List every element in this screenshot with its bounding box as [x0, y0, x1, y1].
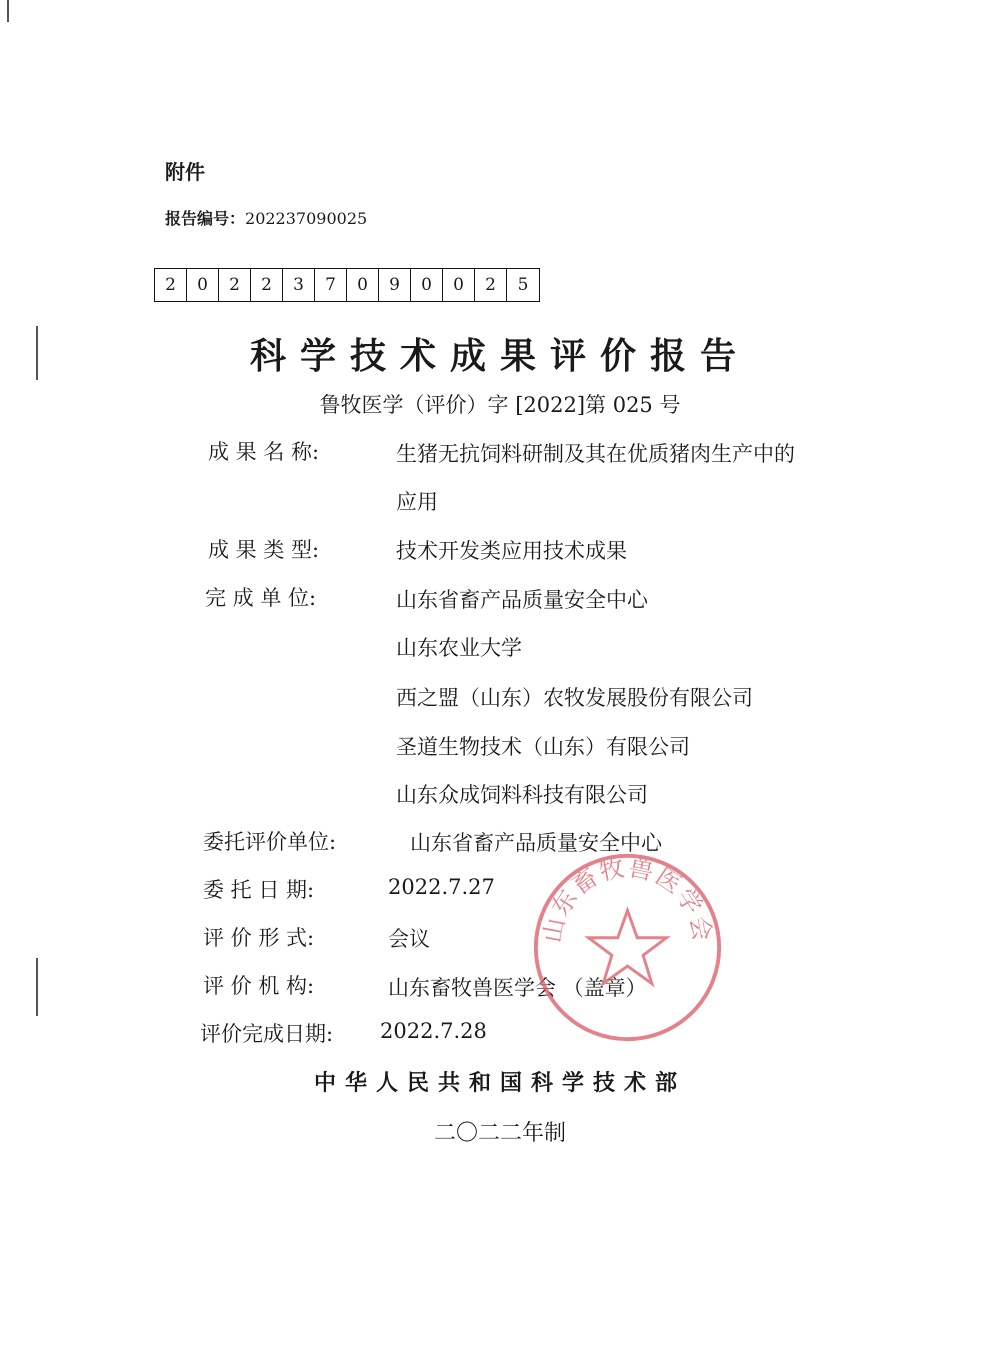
- completing-units-label: 完 成 单 位:: [205, 586, 317, 610]
- evaluation-form-label: 评 价 形 式:: [203, 926, 315, 950]
- commission-date-value: 2022.7.27: [388, 875, 495, 899]
- achievement-type-label: 成 果 类 型:: [208, 538, 320, 562]
- digit-box: 0: [347, 269, 379, 301]
- report-number-label: 报告编号：: [165, 209, 246, 228]
- digit-box: 3: [283, 269, 315, 301]
- digit-box: 2: [251, 269, 283, 301]
- commissioning-unit-label: 委托评价单位:: [203, 830, 337, 854]
- official-seal: [530, 850, 725, 1045]
- attachment-label: 附件: [165, 160, 205, 184]
- completion-date-label: 评价完成日期:: [200, 1022, 334, 1046]
- digit-box: 0: [187, 269, 219, 301]
- document-number: 鲁牧医学（评价）字 [2022]第 025 号: [319, 393, 681, 417]
- achievement-name-value: 生猪无抗饲料研制及其在优质猪肉生产中的: [396, 442, 795, 466]
- seal-star: [589, 910, 667, 983]
- seal-ring: [536, 856, 719, 1039]
- scan-mark: [7, 0, 9, 22]
- evaluation-org-label: 评 价 机 构:: [203, 974, 315, 998]
- digit-box: 5: [517, 275, 529, 295]
- completing-unit: 山东省畜产品质量安全中心: [396, 588, 648, 612]
- evaluation-form-value: 会议: [388, 927, 430, 951]
- digit-box: 0: [443, 269, 475, 301]
- evaluation-org-value: 山东畜牧兽医学会 （盖章）: [388, 976, 647, 1000]
- issuing-authority: 中华人民共和国科学技术部: [313, 1071, 686, 1096]
- completing-unit: 西之盟（山东）农牧发展股份有限公司: [396, 686, 753, 710]
- commissioning-unit-value: 山东省畜产品质量安全中心: [410, 831, 662, 855]
- digit-box: 2: [155, 269, 187, 301]
- digit-box: 7: [315, 269, 347, 301]
- achievement-type-value: 技术开发类应用技术成果: [396, 539, 627, 563]
- commission-date-label: 委 托 日 期:: [203, 878, 315, 902]
- seal-text: 山东畜牧兽医学会: [537, 852, 718, 945]
- report-title: 科学技术成果评价报告: [249, 336, 750, 377]
- digit-box: 9: [379, 269, 411, 301]
- report-number-value: 202237090025: [245, 209, 368, 228]
- completing-unit: 圣道生物技术（山东）有限公司: [396, 735, 690, 759]
- achievement-name-value-cont: 应用: [396, 490, 438, 514]
- achievement-name-label: 成 果 名 称:: [208, 440, 320, 464]
- report-number-digit-boxes: [154, 268, 540, 302]
- year-made: 二〇二二年制: [433, 1121, 566, 1146]
- digit-box: 0: [411, 269, 443, 301]
- report-number: [165, 206, 367, 229]
- digit-box: 2: [219, 269, 251, 301]
- completing-unit: 山东农业大学: [396, 636, 522, 660]
- scan-mark: [36, 958, 38, 1016]
- digit-box: 2: [475, 269, 507, 301]
- completion-date-value: 2022.7.28: [380, 1019, 487, 1043]
- completing-unit: 山东众成饲料科技有限公司: [396, 783, 648, 807]
